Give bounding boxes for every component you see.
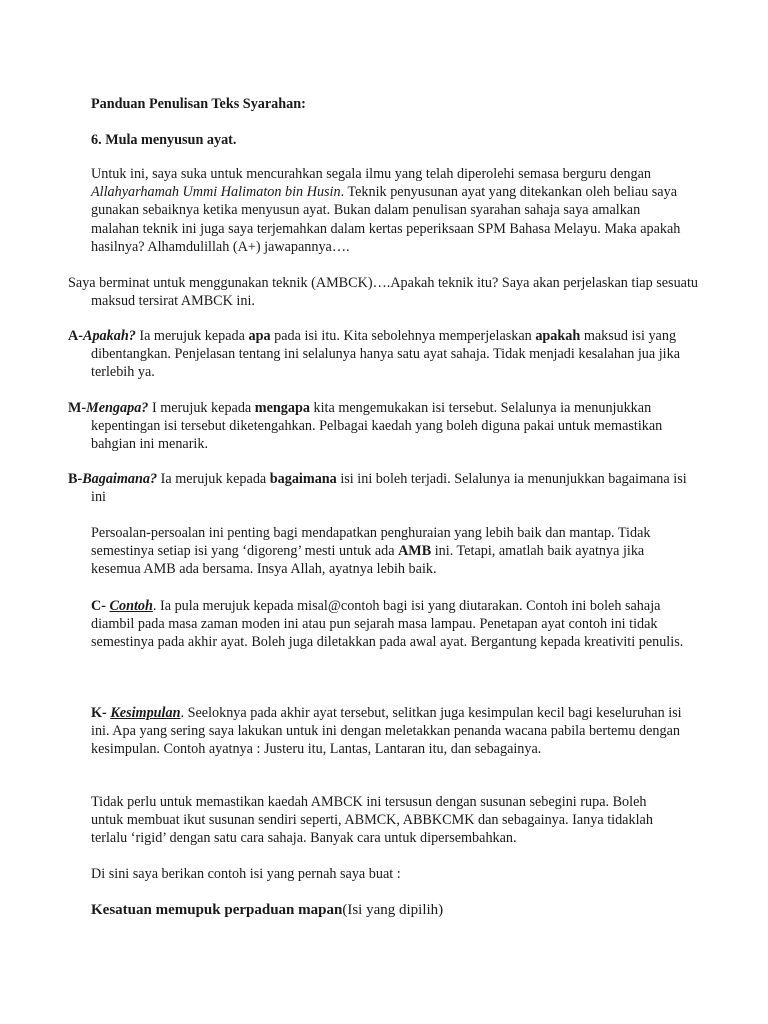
item-text: pada isi itu. Kita sebolehnya memperjelaskan: [270, 328, 536, 344]
item-kesimpulan: [91, 704, 691, 759]
order-note-paragraph: Tidak perlu untuk memastikan kaedah AMBCK ini tersusun dengan susunan sebegini rupa. Boleh untuk membuat ikut susunan sendiri seperti, ABMCK, ABBKCMK dan sebagainya. Ianya tidaklah terlalu ‘rigid’ dengan satu cara sahaja. Banyak cara untuk dipersembahkan.: [91, 794, 653, 847]
chosen-point-title: Kesatuan memupuk perpaduan mapan: [91, 902, 343, 918]
item-letter: K-: [91, 705, 107, 721]
item-bagaimana: [68, 470, 701, 506]
item-mengapa: [68, 399, 701, 454]
intro-paragraph: [91, 165, 681, 256]
item-term: Contoh: [109, 598, 153, 614]
intro-text-1: Untuk ini, saya suka untuk mencurahkan segala ilmu yang telah diperolehi semasa berguru dengan: [91, 166, 651, 182]
item-keyword: mengapa: [254, 400, 310, 416]
chosen-point: [91, 901, 691, 919]
item-keyword: apa: [248, 328, 271, 344]
item-keyword: apakah: [535, 328, 581, 344]
note-text: Persoalan-persoalan ini penting bagi mendapatkan penghuraian yang lebih baik dan mantap. Tidak semestinya setiap isi yang ‘digoreng’ mesti untuk ada: [91, 525, 651, 560]
example-intro: Di sini saya berikan contoh isi yang pernah saya buat :: [91, 866, 401, 882]
item-term: Kesimpulan: [110, 705, 181, 721]
item-term: Mengapa?: [86, 400, 149, 416]
document-title: Panduan Penulisan Teks Syarahan:: [91, 96, 306, 112]
item-text: Ia merujuk kepada: [135, 328, 249, 344]
item-term: Apakah?: [82, 328, 136, 344]
item-keyword: bagaimana: [269, 471, 337, 487]
item-letter: C-: [91, 598, 106, 614]
item-text: . Ia pula merujuk kepada misal@contoh bagi isi yang diutarakan. Contoh ini boleh sahaja diambil pada masa zaman moden ini atau pun sejarah masa lampau. Penetapan ayat contoh ini tidak semestinya pada akhir ayat. Boleh juga diletakkan pada awal ayat. Bergantung kepada kreativiti penulis.: [91, 598, 684, 651]
intro-text-2: . Teknik penyusunan ayat yang ditekankan oleh beliau saya gunakan sebaiknya ketika menyusun ayat. Bukan dalam penulisan syarahan sahaja saya amalkan malahan teknik ini juga saya terjemahkan dalam kertas peperiksaan SPM Bahasa Melayu. Maka apakah hasilnya? Alhamdulillah (A+) jawapannya….: [91, 184, 681, 255]
item-letter: A-: [68, 328, 83, 344]
item-text: Ia merujuk kepada: [157, 471, 270, 487]
item-term: Bagaimana?: [82, 471, 158, 487]
chosen-point-note: (Isi yang dipilih): [342, 902, 444, 918]
note-keyword: AMB: [398, 543, 432, 560]
item-text: isi ini boleh terjadi. Selalunya ia menunjukkan bagaimana isi ini: [91, 471, 687, 506]
item-letter: M-: [68, 400, 87, 416]
item-apakah: [68, 327, 701, 382]
ambck-intro-paragraph: Saya berminat untuk menggunakan teknik (AMBCK)….Apakah teknik itu? Saya akan perjelaskan tiap sesuatu maksud tersirat AMBCK ini.: [68, 275, 698, 310]
teacher-name: Allahyarhamah Ummi Halimaton bin Husin: [91, 184, 341, 201]
note-text: ini. Tetapi, amatlah baik ayatnya jika kesemua AMB ada bersama. Insya Allah, ayatnya lebih baik.: [91, 543, 645, 578]
amb-note-paragraph: [91, 524, 691, 579]
item-contoh: [91, 597, 691, 652]
item-text: . Seeloknya pada akhir ayat tersebut, selitkan juga kesimpulan kecil bagi keseluruhan isi ini. Apa yang sering saya lakukan untuk ini dengan meletakkan penanda wacana pabila bertemu dengan kesimpulan. Contoh ayatnya : Justeru itu, Lantas, Lantaran itu, dan sebagainya.: [91, 705, 682, 758]
item-text: kita mengemukakan isi tersebut. Selalunya ia menunjukkan kepentingan isi tersebut diketengahkan. Pelbagai kaedah yang boleh diguna pakai untuk memastikan bahgian ini menarik.: [91, 400, 663, 453]
item-letter: B-: [68, 471, 83, 487]
section-heading: 6. Mula menyusun ayat.: [91, 132, 237, 148]
item-text: I merujuk kepada: [148, 400, 255, 416]
item-text: maksud isi yang dibentangkan. Penjelasan tentang ini selalunya hanya satu ayat sahaja. Tidak menjadi kesalahan jua jika terlebih ya.: [91, 328, 681, 381]
